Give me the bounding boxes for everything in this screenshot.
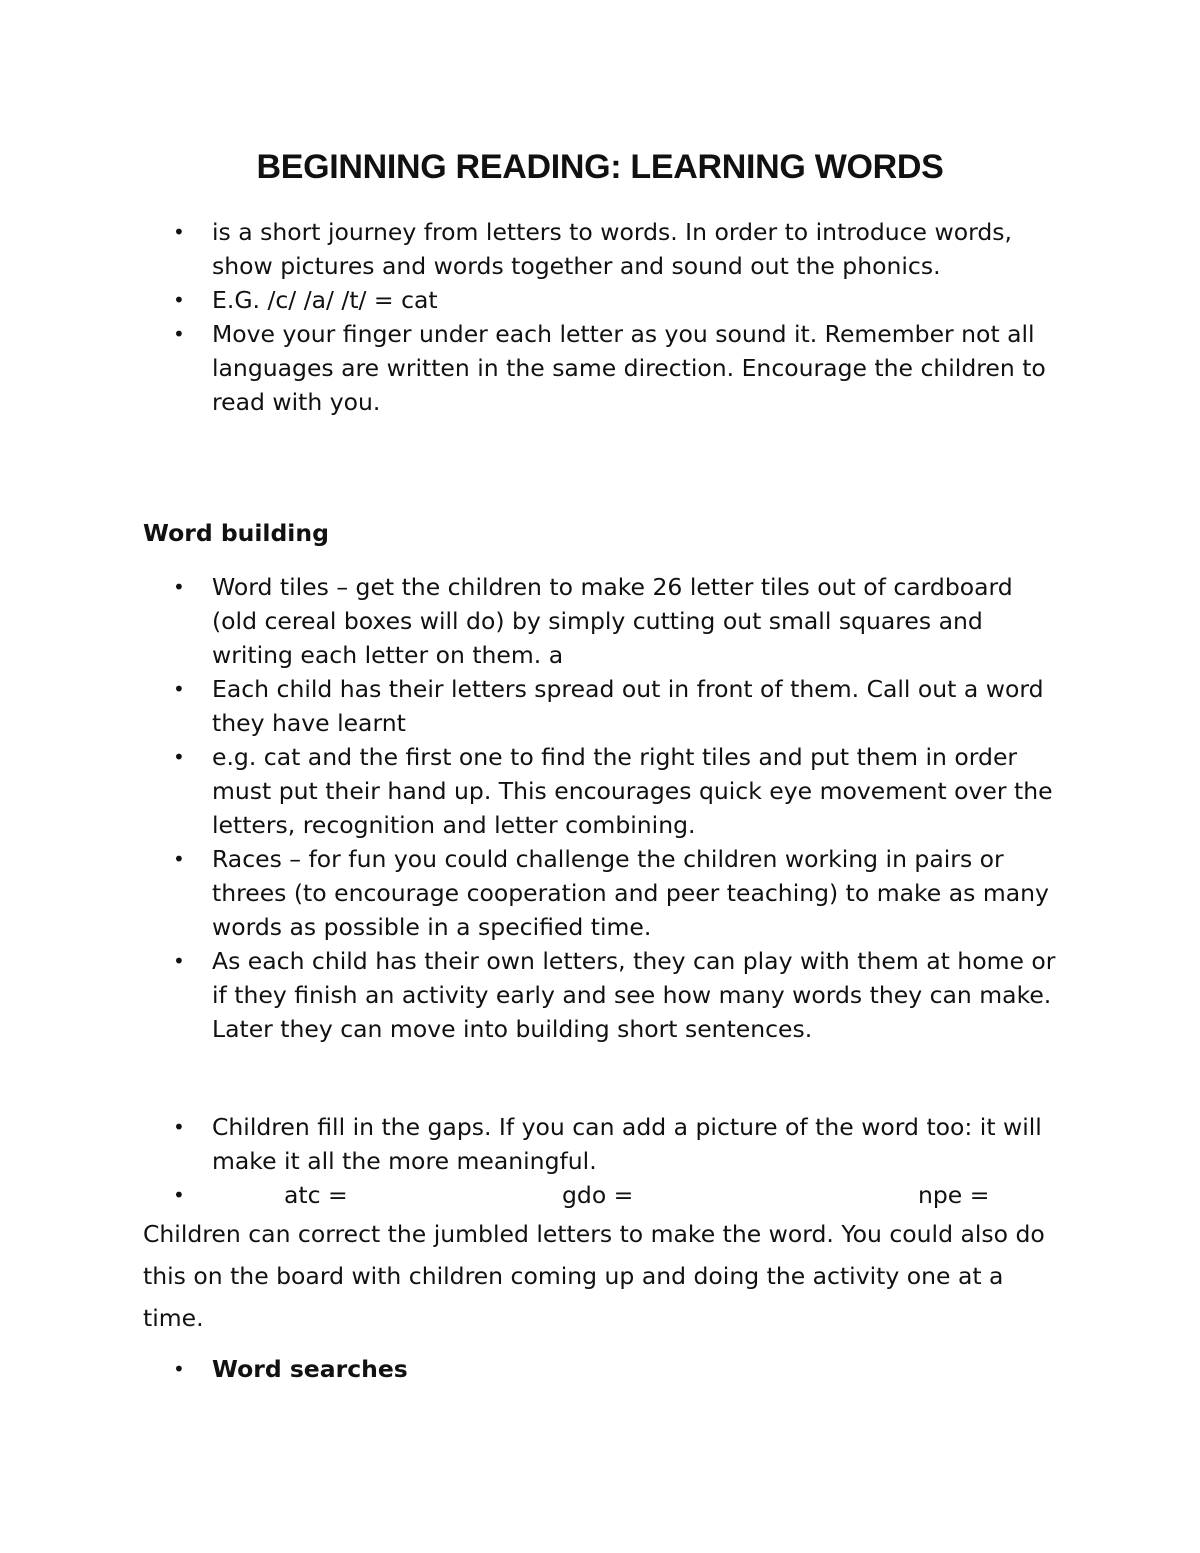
- jumbled-word: npe =: [918, 1181, 990, 1209]
- list-item: [0, 842, 1062, 944]
- list-item-text: Word tiles – get the children to make 26 letter tiles out of cardboard (old cereal boxes will do) by simply cutting out small squares and writing each letter on them. a: [212, 573, 1013, 669]
- bullet-icon: •: [173, 745, 185, 769]
- list-item-text: Children fill in the gaps. If you can add a picture of the word too: it will make it all the more meaningful.: [212, 1113, 1042, 1175]
- list-item: [0, 1110, 1062, 1178]
- bullet-icon: •: [173, 220, 185, 244]
- jumbled-paragraph: Children can correct the jumbled letters to make the word. You could also do this on the board with children coming up and doing the activity one at a time.: [143, 1220, 1045, 1332]
- list-item-text: Races – for fun you could challenge the children working in pairs or threes (to encourage cooperation and peer teaching) to make as many words as possible in a specified time.: [212, 845, 1049, 941]
- bullet-icon: •: [173, 1115, 185, 1139]
- bullet-icon: •: [173, 575, 185, 599]
- list-item: [0, 317, 1062, 419]
- intro-list: [0, 215, 1062, 419]
- word-building-list: [0, 570, 1062, 1046]
- jumbled-word: atc =: [284, 1181, 348, 1209]
- list-item-text: As each child has their own letters, they can play with them at home or if they finish an activity early and see how many words they can make. Later they can move into building short sentences.: [212, 947, 1056, 1043]
- list-item: [0, 570, 1062, 672]
- bullet-icon: •: [173, 322, 185, 346]
- gaps-list: [0, 1110, 1062, 1178]
- jumbled-word: gdo =: [562, 1181, 634, 1209]
- list-item: [0, 944, 1062, 1046]
- list-item-text: E.G. /c/ /a/ /t/ = cat: [212, 286, 438, 314]
- bullet-icon: •: [173, 847, 185, 871]
- bullet-icon: •: [173, 1357, 185, 1381]
- section-heading-word-building: Word building: [143, 519, 329, 547]
- bullet-icon: •: [173, 949, 185, 973]
- list-item: [0, 672, 1062, 740]
- list-item-text: is a short journey from letters to words. In order to introduce words, show pictures and words together and sound out the phonics.: [212, 218, 1012, 280]
- list-item: [0, 215, 1062, 283]
- list-item-text: e.g. cat and the first one to find the right tiles and put them in order must put their hand up. This encourages quick eye movement over the letters, recognition and letter combining.: [212, 743, 1053, 839]
- jumbled-words-row: [0, 1178, 1200, 1212]
- list-item: [0, 740, 1062, 842]
- page-title: BEGINNING READING: LEARNING WORDS: [256, 148, 944, 186]
- bullet-icon: •: [173, 1183, 185, 1207]
- list-item-text: Move your finger under each letter as you sound it. Remember not all languages are written in the same direction. Encourage the children to read with you.: [212, 320, 1046, 416]
- bullet-icon: •: [173, 288, 185, 312]
- bullet-icon: •: [173, 677, 185, 701]
- list-item-text: Each child has their letters spread out in front of them. Call out a word they have learnt: [212, 675, 1044, 737]
- word-searches-label: Word searches: [212, 1355, 408, 1383]
- list-item: [0, 283, 1062, 317]
